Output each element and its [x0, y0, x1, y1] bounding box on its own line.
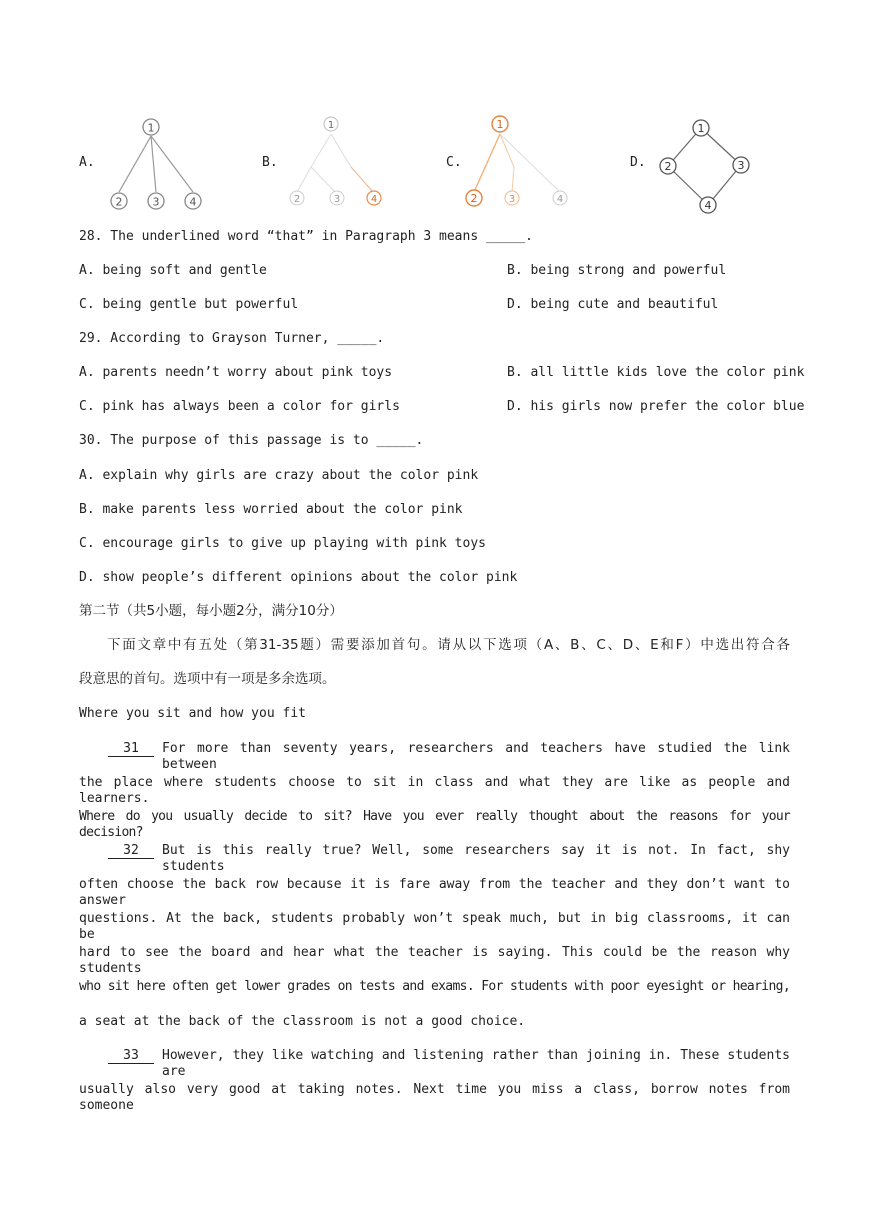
- diagram-c-label: C.: [446, 155, 462, 170]
- question-30-option-a: A. explain why girls are crazy about the color pink: [79, 468, 479, 483]
- question-28-option-a: A. being soft and gentle: [79, 263, 267, 278]
- diagram-c: [460, 112, 580, 214]
- section-instruction-line-2: 段意思的首句。选项中有一项是多余选项。: [79, 671, 336, 687]
- node-1: 1: [697, 122, 705, 135]
- node-3: 3: [333, 194, 341, 205]
- diagram-d: [650, 112, 760, 217]
- node-2: 2: [115, 195, 123, 209]
- question-28-option-d: D. being cute and beautiful: [507, 297, 719, 312]
- blank-33: 33: [108, 1048, 154, 1064]
- node-1: 1: [147, 121, 155, 135]
- question-28-stem: 28. The underlined word “that” in Paragraph 3 means _____.: [79, 229, 533, 244]
- paragraph-32-line-4: hard to see the board and hear what the teacher is saying. This could be the reason why students: [79, 945, 790, 976]
- node-4: 4: [704, 199, 712, 212]
- question-29-option-c: C. pink has always been a color for girls: [79, 399, 400, 414]
- passage-title: Where you sit and how you fit: [79, 706, 306, 721]
- paragraph-32-line-3: questions. At the back, students probably won’t speak much, but in big classrooms, it can be: [79, 911, 790, 942]
- node-3: 3: [152, 195, 160, 209]
- node-1: 1: [496, 118, 504, 131]
- diagram-b-label: B.: [262, 155, 278, 170]
- paragraph-31-line-2: the place where students choose to sit in class and what they are like as people and learners.: [79, 775, 790, 806]
- paragraph-33-line-2: usually also very good at taking notes. Next time you miss a class, borrow notes from someone: [79, 1082, 790, 1113]
- diagram-b: [285, 112, 395, 214]
- node-3: 3: [737, 159, 745, 172]
- question-29-option-b: B. all little kids love the color pink: [507, 365, 805, 380]
- node-2: 2: [664, 160, 672, 173]
- question-29-stem: 29. According to Grayson Turner, _____.: [79, 331, 385, 346]
- question-28-option-c: C. being gentle but powerful: [79, 297, 299, 312]
- blank-32: 32: [108, 843, 154, 859]
- question-30-option-c: C. encourage girls to give up playing with pink toys: [79, 536, 486, 551]
- question-30-stem: 30. The purpose of this passage is to _____.: [79, 433, 424, 448]
- section-heading: 第二节（共5小题，每小题2分，满分10分）: [79, 603, 343, 619]
- section-instruction-line-1: 下面文章中有五处（第31-35题）需要添加首句。请从以下选项（A、B、C、D、E和F）中选出符合各: [107, 637, 790, 653]
- node-3: 3: [508, 194, 516, 205]
- node-1: 1: [327, 120, 335, 131]
- paragraph-33-line-1: However, they like watching and listening rather than joining in. These students are: [162, 1048, 790, 1079]
- question-29-option-a: A. parents needn’t worry about pink toys: [79, 365, 393, 380]
- question-29-option-d: D. his girls now prefer the color blue: [507, 399, 805, 414]
- node-2: 2: [293, 194, 301, 205]
- diagram-a: [105, 112, 215, 214]
- paragraph-32-line-6: a seat at the back of the classroom is not a good choice.: [79, 1014, 526, 1029]
- blank-31: 31: [108, 741, 154, 757]
- question-30-option-d: D. show people’s different opinions about the color pink: [79, 570, 518, 585]
- paragraph-31-line-1: For more than seventy years, researchers and teachers have studied the link between: [162, 741, 790, 772]
- node-4: 4: [189, 195, 197, 209]
- node-4: 4: [556, 194, 564, 205]
- diagram-a-label: A.: [79, 155, 95, 170]
- paragraph-32-line-5: who sit here often get lower grades on tests and exams. For students with poor eyesight or hearing,: [79, 979, 790, 994]
- question-30-option-b: B. make parents less worried about the color pink: [79, 502, 463, 517]
- diagram-d-label: D.: [630, 155, 646, 170]
- paragraph-32-line-1: But is this really true? Well, some researchers say it is not. In fact, shy students: [162, 843, 790, 874]
- paragraph-31-line-3: Where do you usually decide to sit? Have you ever really thought about the reasons for your decision?: [79, 809, 790, 840]
- node-4: 4: [370, 194, 378, 205]
- question-28-option-b: B. being strong and powerful: [507, 263, 727, 278]
- paragraph-32-line-2: often choose the back row because it is fare away from the teacher and they don’t want to answer: [79, 877, 790, 908]
- node-2: 2: [470, 192, 478, 205]
